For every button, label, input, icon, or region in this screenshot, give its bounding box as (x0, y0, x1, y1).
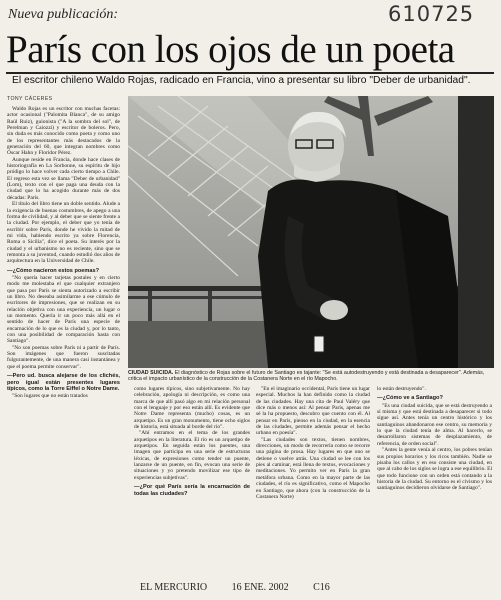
paragraph: "Es una ciudad suicida, que se está destruyendo a sí misma y que está destinada a desaparecer si todo sigue así. Antes tenía un centro histórico y los santiaguinos abandonaron ese centro, su memoria y lo que la ciudad tenía de alma. Al hacerlo, se desarrollaron sistemas de desplazamiento, de referencia, de orden social". (377, 402, 492, 447)
question-heading: —¿Cómo nacieron estos poemas? (7, 267, 100, 274)
paragraph: "No son poemas sobre París ni a partir de París. Son imágenes que fueron suscitadas fulgurantemente, de una manera casi instantánea y que el poema permite conservar". (7, 344, 120, 370)
newspaper-name: EL MERCURIO (140, 582, 208, 593)
paragraph: como lugares típicos, sino subjetivamente. No hay celebración, apología ni descripción, es como una marca de que allí pasó algo en mi relación personal con el lenguaje y por eso están allí. Es evidente que Notre Dame representa (mucho) cosas, es un arquetipo. Es un gran monumento, tiene ocho siglos de historia, está situada al borde del río". (134, 386, 250, 431)
page-number: C16 (313, 582, 330, 593)
paragraph: "Son lugares que no están tratados (12, 393, 88, 400)
paragraph: El título del libro tiene un doble sentido. Alude a la exigencia de buenas costumbres, de apego a una forma de civilidad, y al deber que se siente frente a la ciudad. Por ejemplo, el deber que yo tenía de escribir sobre París, donde he vivido la mitad de mi vida, habiendo escrito ya sobre Florencia, Roma o Sicilia", dice el poeta. Su interés por la ciudad y el urbanismo no es reciente, sino que se remonta a su juventud, cuando estudió dos años de arquitectura en la Universidad de Chile. (7, 201, 120, 265)
byline: TONY CÁCERES (7, 96, 53, 102)
article-column-1 (7, 106, 120, 590)
caption-lead: CIUDAD SUICIDA. (128, 370, 174, 376)
article-column-3 (256, 386, 370, 590)
question-heading: —¿Cómo ve a Santiago? (377, 395, 443, 402)
question-heading: —¿Por qué París sería la encarnación de todas las ciudades? (134, 484, 250, 497)
paragraph: "No quería hacer tarjetas postales y en cierto modo me molestaba el que cualquier extranjero que pasa por París se sienta autorizado a escribir un libro. No deseaba asimilarme a ese cúmulo de escritores de impresiones, que se realizan en su relación objetiva con una experiencia, un lugar o un momento. Quería ir un poco más allá en el sentido de hacer de París una especie de encarnación de lo que es la ciudad y, por lo tanto, con una posibilidad de comparación hasta con Santiago". (7, 275, 120, 345)
caption-text: El diagnóstico de Rojas sobre el futuro de Santiago es tajante: "Se está autodestruyendo y está destinada a desaparecer". Además, critica el impacto urbanístico de la construcción de la Costanera Norte en el río Mapocho. (128, 370, 485, 383)
publication-date: 16 ENE. 2002 (231, 582, 289, 593)
portrait-photo-illustration (128, 96, 494, 368)
divider (6, 72, 494, 74)
headline: París con los ojos de un poeta (6, 28, 455, 71)
kicker: Nueva publicación: (8, 7, 119, 22)
archive-stamp: 610725 (388, 2, 475, 26)
portrait-photo (128, 96, 494, 368)
paragraph: "Las ciudades son textos, tienen nombres, direcciones, un modo de recorrerla como se recorre una página de prosa. Hay lugares en que uno se detiene o vuelve atrás. Una ciudad se lee con los pies al caminar, está llena de textos, evocaciones y meditaciones. Yo permito ver en París la gran metáfora urbana. Como en la mayor parte de las ciudades, el río es significativo, como el Mapocho en Santiago, que ahora (con la construcción de la Costanera Norte) (256, 436, 370, 500)
photo-caption (128, 370, 494, 382)
paragraph: lo están destruyendo". (377, 386, 426, 392)
article-column-4 (377, 386, 492, 590)
article-column-2 (134, 386, 250, 590)
deck: El escritor chileno Waldo Rojas, radicado en Francia, vino a presentar su libro "Deber de urbanidad". (12, 75, 471, 86)
paragraph: Aunque reside en Francia, donde hace clases de historiografía en La Sorbonne, su espíritu de hijo pródigo lo hace volver cada cierto tiempo a Chile. El regreso esta vez se llama "Deber de urbanidad" (Lom), texto con el que paga una deuda con la ciudad que lo ha acogido durante más de dos décadas: París. (7, 156, 120, 201)
paragraph: "Ahí entramos en el tema de los grandes arquetipos en la literatura. El río es un arquetipo de arquetipos. En seguida están los puentes, una imagen que participa en una serie de estructuras léxicas, de expresiones como tender un puente, lanzarse de un puente, en fin, evocan una serie de situaciones y yo pretendo movilizar ese tipo de experiencias subjetivas". (134, 430, 250, 481)
question-heading: —Pero ud. busca alejarse de los clichés, pero igual están presentes lugares típicos, como la Torre Eiffel o Notre Dame. (7, 373, 120, 392)
paragraph: "En el imaginario occidental, París tiene un lugar especial. Muchos la han definido como la ciudad de las ciudades. Hay una cita de Paul Valéry que dice más o menos así: Al pensar París, apenas me sé la ha propuesto, descubro que cuento con él. Al pensar en París, pienso en la ciudad, en la esencia de las ciudades, permite además pensar el hecho urbano en poesía". (256, 386, 370, 437)
paragraph: "Antes la gente venía al centro, los pobres tenían sus propios horarios y los ricos también. Nadie se pisaba los callos y en eso consiste una ciudad, en que al cabo de los siglos se logra a ese equilibrio. El que todo funcione con un orden está contando a la historia de la ciudad. Su entorno es el civismo y los santiaguinos decidieron olvidarse de Santiago". (377, 447, 492, 492)
page-footer (140, 582, 352, 593)
paragraph: Waldo Rojas es un escritor con muchas facetas: actor ocasional ("Palomita Blanca", de su amigo Raúl Ruiz), guionista ("A la sombra del sol", de Perelman y Caiozzi) y escritor de boleros. Pero, sin duda es más conocido como poeta y como uno de los representantes más destacados de la generación del 60, que integran nombres como Óscar Hahn y Floridor Pérez. (7, 106, 120, 157)
